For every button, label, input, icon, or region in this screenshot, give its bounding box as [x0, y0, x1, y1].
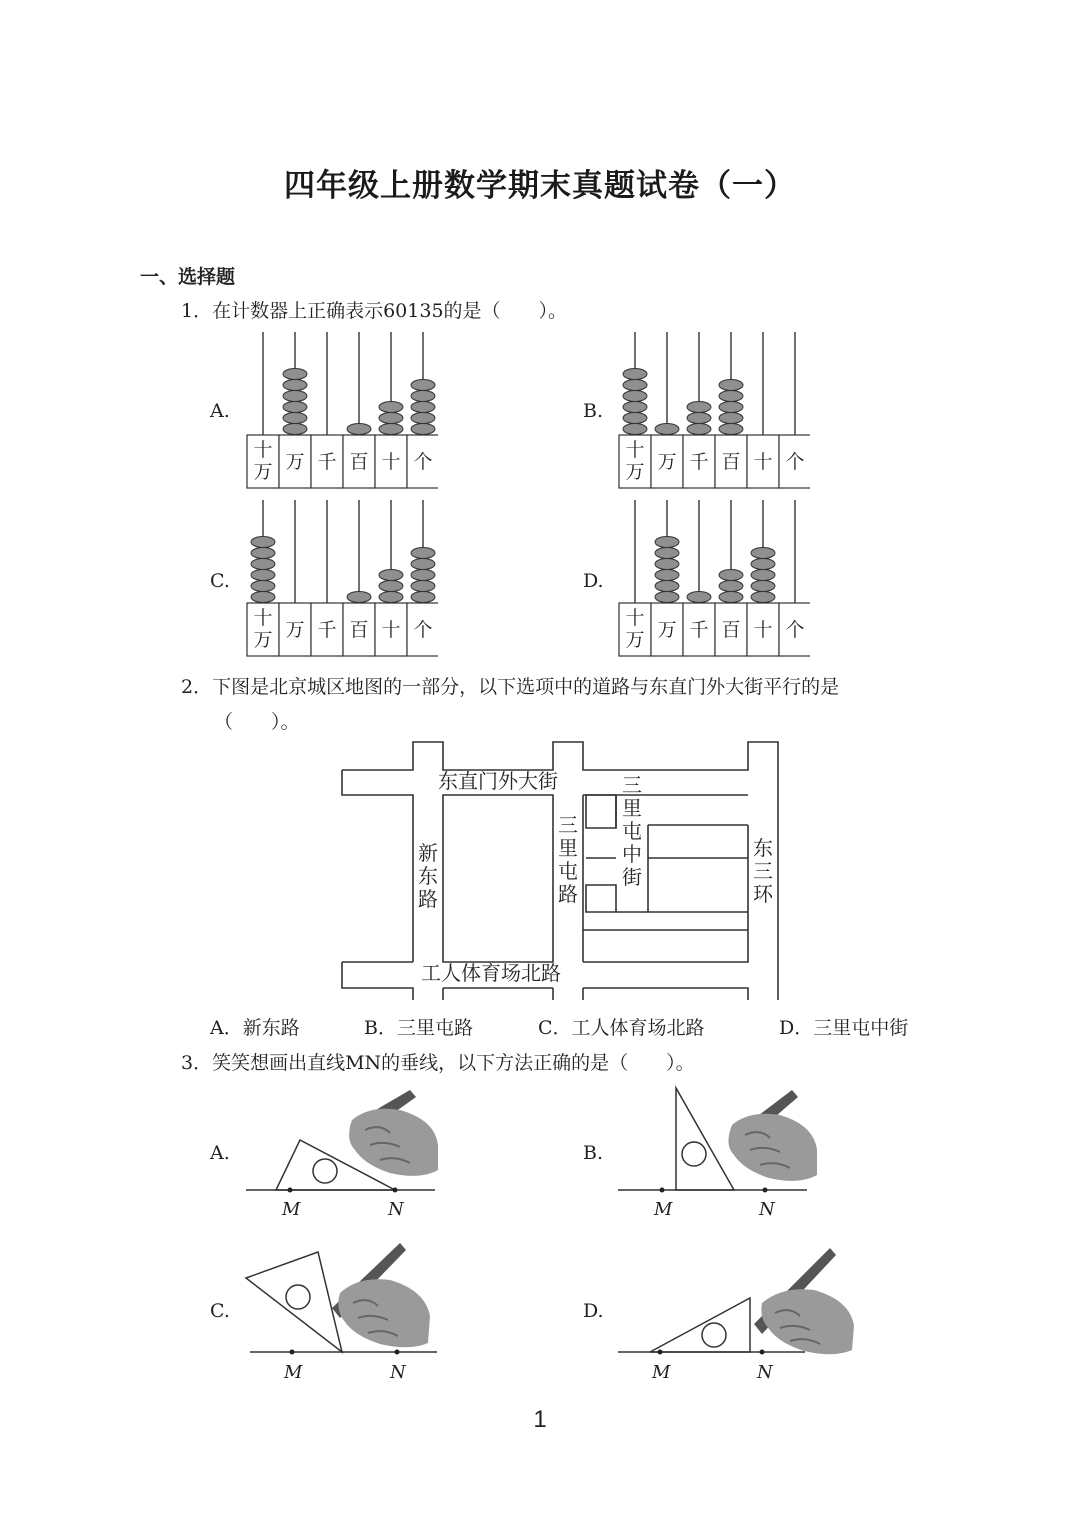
- abacus-bead: [623, 402, 647, 413]
- abacus-bead: [687, 592, 711, 603]
- hand-pencil-icon: [728, 1090, 817, 1181]
- abacus-bead: [411, 413, 435, 424]
- hand-pencil-icon: [754, 1248, 854, 1354]
- abacus-a: [246, 330, 438, 490]
- map-label-dongzhimen: 东直门外大街: [438, 769, 558, 793]
- point-m-label: M: [654, 1199, 673, 1220]
- abacus-place-label: 百: [349, 451, 369, 473]
- abacus-bead: [411, 581, 435, 592]
- abacus-bead: [347, 592, 371, 603]
- abacus-bead: [251, 537, 275, 548]
- abacus-place-label: 百: [721, 451, 741, 473]
- point-n-label: N: [759, 1199, 775, 1220]
- abacus-place-label: 万: [285, 451, 305, 473]
- abacus-bead: [751, 559, 775, 570]
- point-n-label: N: [390, 1362, 406, 1383]
- abacus-bead: [283, 402, 307, 413]
- q3-figure-a: [240, 1085, 450, 1225]
- abacus-place-label: 十: [753, 619, 773, 641]
- abacus-bead: [379, 402, 403, 413]
- question-1: 1．在计数器上正确表示60135的是（ ）。: [181, 300, 568, 322]
- abacus-bead: [411, 402, 435, 413]
- abacus-bead: [751, 581, 775, 592]
- abacus-bead: [687, 424, 711, 435]
- abacus-bead: [751, 548, 775, 559]
- abacus-bead: [719, 424, 743, 435]
- map-vertical-labels: [418, 773, 774, 911]
- abacus-bead: [347, 424, 371, 435]
- q3-option-b-label: B.: [583, 1142, 604, 1164]
- abacus-bead: [251, 592, 275, 603]
- map-diagram: [338, 740, 783, 1002]
- abacus-bead: [411, 380, 435, 391]
- abacus-bead: [251, 548, 275, 559]
- abacus-bead: [719, 570, 743, 581]
- point-n-label: N: [388, 1199, 404, 1220]
- abacus-place-label: 百: [721, 619, 741, 641]
- abacus-bead: [379, 570, 403, 581]
- q3-figure-d: [612, 1238, 862, 1388]
- abacus-bead: [655, 559, 679, 570]
- map-label-xindong: 新东路: [418, 841, 438, 911]
- abacus-bead: [655, 424, 679, 435]
- abacus-bead: [623, 424, 647, 435]
- abacus-b: [618, 330, 810, 490]
- abacus-bead: [411, 570, 435, 581]
- section-heading: 一、选择题: [140, 266, 236, 288]
- hand-pencil-icon: [332, 1243, 430, 1347]
- abacus-place-label: 个: [413, 619, 433, 641]
- abacus-bead: [411, 548, 435, 559]
- abacus-bead: [719, 581, 743, 592]
- q3-figure-b: [612, 1085, 822, 1225]
- abacus-bead: [719, 391, 743, 402]
- question-2-line1: 2．下图是北京城区地图的一部分，以下选项中的道路与东直门外大街平行的是: [181, 676, 840, 698]
- abacus-bead: [379, 592, 403, 603]
- q2-option-d: D．三里屯中街: [779, 1017, 909, 1039]
- abacus-bead: [623, 380, 647, 391]
- q1-option-d-label: D.: [583, 570, 604, 592]
- abacus-place-label: 千: [689, 451, 709, 473]
- abacus-place-label: 十: [753, 451, 773, 473]
- abacus-place-label: 十万: [625, 439, 645, 483]
- q2-option-b: B．三里屯路: [364, 1017, 473, 1039]
- abacus-c: [246, 498, 438, 658]
- abacus-bead: [283, 413, 307, 424]
- q3-option-c-label: C.: [210, 1300, 230, 1322]
- map-label-sanlitun-road: 三里屯路: [558, 813, 578, 906]
- abacus-bead: [283, 391, 307, 402]
- page-title: 四年级上册数学期末真题试卷（一）: [284, 168, 796, 204]
- point-m-label: M: [652, 1362, 671, 1383]
- map-label-dongsanhuan: 东三环: [753, 836, 773, 906]
- abacus-bead: [719, 592, 743, 603]
- abacus-bead: [283, 380, 307, 391]
- q2-option-a: A．新东路: [210, 1017, 300, 1039]
- abacus-place-label: 十万: [625, 607, 645, 651]
- abacus-place-label: 千: [689, 619, 709, 641]
- abacus-d: [618, 498, 810, 658]
- abacus-bead: [719, 402, 743, 413]
- point-n-label: N: [757, 1362, 773, 1383]
- abacus-bead: [251, 581, 275, 592]
- abacus-place-label: 万: [285, 619, 305, 641]
- abacus-bead: [379, 413, 403, 424]
- abacus-place-label: 十万: [253, 607, 273, 651]
- point-m-label: M: [282, 1199, 301, 1220]
- abacus-bead: [379, 581, 403, 592]
- abacus-bead: [283, 369, 307, 380]
- q3-figure-c: [240, 1238, 450, 1388]
- q1-option-b-label: B.: [583, 400, 604, 422]
- abacus-bead: [411, 559, 435, 570]
- abacus-bead: [719, 413, 743, 424]
- abacus-place-label: 万: [657, 619, 677, 641]
- q3-option-a-label: A.: [210, 1142, 230, 1164]
- abacus-bead: [687, 413, 711, 424]
- q2-option-c: C．工人体育场北路: [538, 1017, 705, 1039]
- abacus-bead: [251, 559, 275, 570]
- abacus-place-label: 个: [785, 451, 805, 473]
- map-label-gongti: 工人体育场北路: [421, 961, 561, 985]
- point-m-label: M: [284, 1362, 303, 1383]
- abacus-bead: [719, 380, 743, 391]
- abacus-place-label: 千: [317, 619, 337, 641]
- page-number: 1: [533, 1406, 547, 1433]
- hand-pencil-icon: [349, 1090, 438, 1176]
- q1-option-c-label: C.: [210, 570, 230, 592]
- abacus-place-label: 百: [349, 619, 369, 641]
- abacus-place-label: 个: [413, 451, 433, 473]
- abacus-bead: [655, 537, 679, 548]
- abacus-bead: [751, 570, 775, 581]
- abacus-bead: [623, 413, 647, 424]
- abacus-bead: [623, 391, 647, 402]
- abacus-place-label: 个: [785, 619, 805, 641]
- abacus-bead: [655, 592, 679, 603]
- abacus-bead: [655, 570, 679, 581]
- abacus-bead: [411, 592, 435, 603]
- abacus-place-label: 十万: [253, 439, 273, 483]
- q1-option-a-label: A.: [210, 400, 230, 422]
- q3-option-d-label: D.: [583, 1300, 604, 1322]
- abacus-place-label: 十: [381, 619, 401, 641]
- abacus-bead: [411, 391, 435, 402]
- abacus-bead: [283, 424, 307, 435]
- abacus-bead: [623, 369, 647, 380]
- abacus-bead: [655, 548, 679, 559]
- abacus-bead: [687, 402, 711, 413]
- abacus-bead: [251, 570, 275, 581]
- question-3: 3．笑笑想画出直线MN的垂线，以下方法正确的是（ ）。: [181, 1052, 695, 1074]
- abacus-bead: [379, 424, 403, 435]
- abacus-bead: [751, 592, 775, 603]
- abacus-place-label: 万: [657, 451, 677, 473]
- abacus-place-label: 千: [317, 451, 337, 473]
- map-label-sanlitun-street: 三里屯中街: [622, 773, 642, 889]
- question-2-line2: （ ）。: [214, 711, 300, 733]
- abacus-bead: [655, 581, 679, 592]
- abacus-bead: [411, 424, 435, 435]
- abacus-place-label: 十: [381, 451, 401, 473]
